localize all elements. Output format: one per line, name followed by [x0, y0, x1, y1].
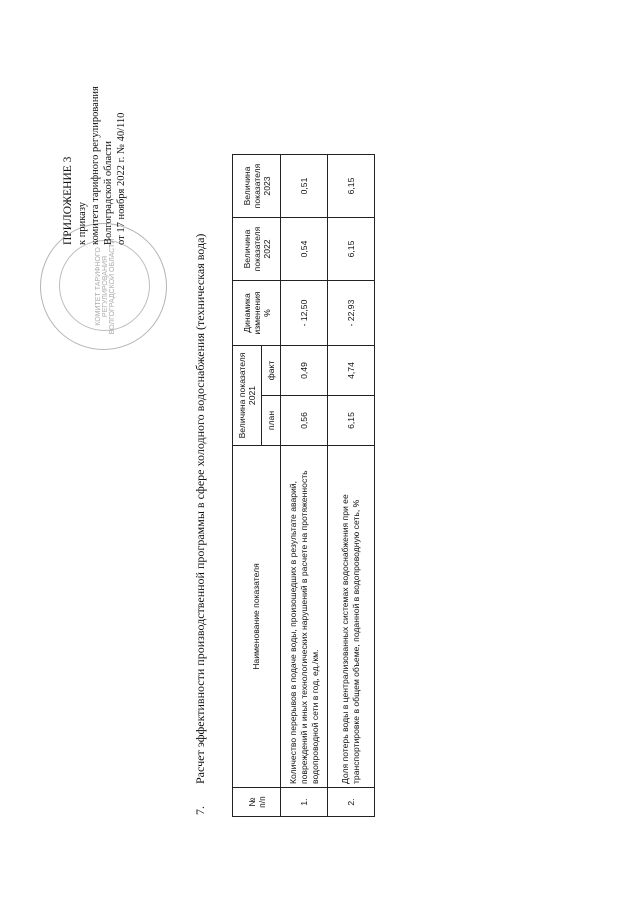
section-heading — [193, 234, 208, 815]
efficiency-table — [232, 154, 375, 817]
appendix-block — [62, 5, 128, 245]
seal-text: КОМИТЕТ ТАРИФНОГО РЕГУЛИРОВАНИЯ ВОЛГОГРАДСКОЙ ОБЛАСТИ — [95, 238, 116, 335]
cell-dynamics: - 12,50 — [281, 281, 328, 346]
cell-2022: 0,54 — [281, 218, 328, 281]
section-number: 7. — [193, 806, 207, 815]
cell-plan: 6,15 — [328, 396, 375, 446]
cell-name: Количество перерывов в подаче воды, произошедших в результате аварий, повреждений и иных технологических нарушений в расчете на протяженность водопроводной сети в год, ед./км. — [281, 446, 328, 788]
cell-plan: 0,56 — [281, 396, 328, 446]
cell-name: Доля потерь воды в централизованных системах водоснабжения при ее транспортировке в общем объеме, поданной в водопроводную сеть, % — [328, 446, 375, 788]
header-name: Наименование показателя — [233, 446, 281, 788]
table-row — [328, 155, 375, 817]
section-title: Расчет эффективности производственной программы в сфере холодного водоснабжения (техническая вода) — [193, 233, 207, 784]
cell-dynamics: - 22,93 — [328, 281, 375, 346]
cell-fact: 0,49 — [281, 346, 328, 396]
appendix-line-4: от 17 ноября 2022 г. № 40/110 — [116, 112, 127, 245]
header-dynamics: Динамика изменения % — [233, 281, 281, 346]
cell-num: 1. — [281, 788, 328, 817]
header-2021: Величина показателя 2021 — [233, 346, 262, 446]
appendix-line-1: к приказу — [77, 202, 88, 245]
header-plan: план — [262, 396, 281, 446]
appendix-line-2: комитета тарифного регулирования — [90, 86, 101, 245]
header-fact: факт — [262, 346, 281, 396]
cell-2022: 6,15 — [328, 218, 375, 281]
table-row — [281, 155, 328, 817]
header-2022: Величина показателя 2022 — [233, 218, 281, 281]
table-header-row — [233, 155, 262, 817]
appendix-line-3: Волгоградской области — [103, 140, 114, 245]
header-2023: Величина показателя 2023 — [233, 155, 281, 218]
cell-2023: 0,51 — [281, 155, 328, 218]
cell-num: 2. — [328, 788, 375, 817]
cell-2023: 6,15 — [328, 155, 375, 218]
cell-fact: 4,74 — [328, 346, 375, 396]
header-num: № п/п — [233, 788, 281, 817]
appendix-title: ПРИЛОЖЕНИЕ 3 — [62, 156, 74, 245]
